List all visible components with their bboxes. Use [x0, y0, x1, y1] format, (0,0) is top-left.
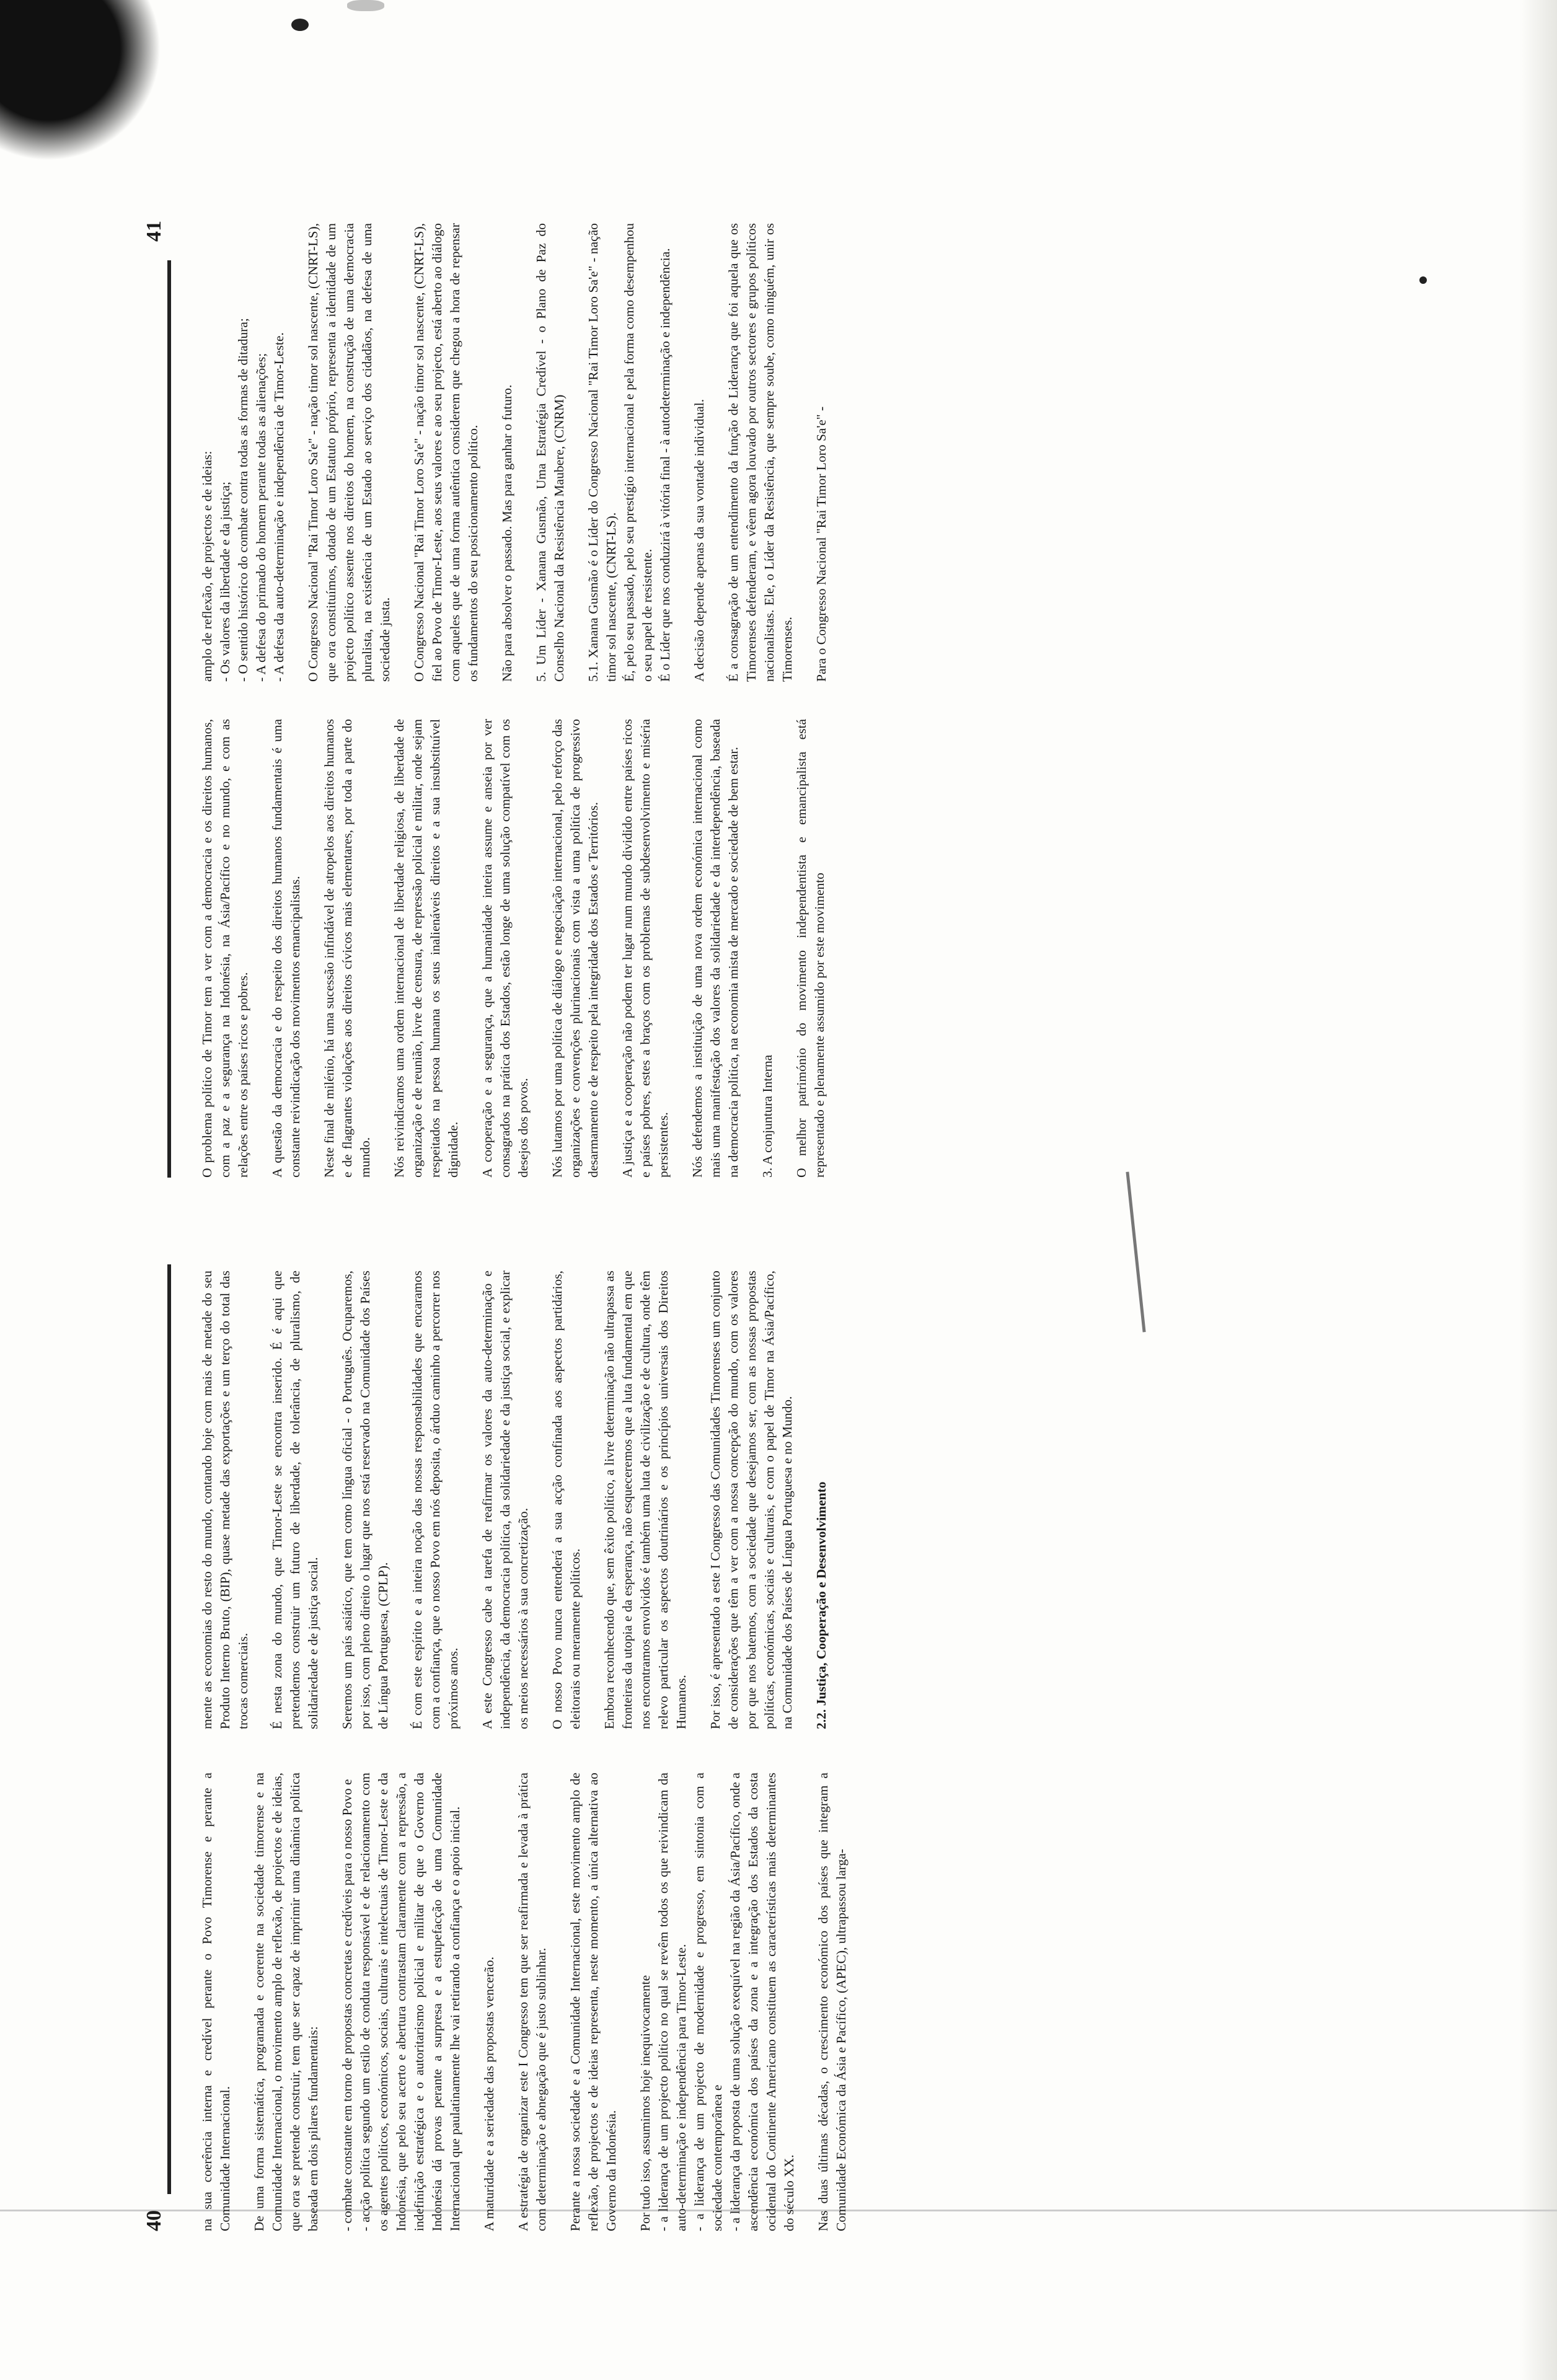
paragraph: O melhor património do movimento independentista e emancipalista está representado e plenamente assumido por este movimento — [794, 719, 827, 1178]
list-item: - combate constante em torno de propostas concretas e credíveis para o nosso Povo e — [340, 1779, 355, 2231]
page-40 — [143, 1264, 1395, 2231]
list-item: - A defesa da auto-determinação e independência de Timor-Leste. — [271, 332, 286, 682]
paragraph: Nós lutamos por uma política de diálogo e negociação internacional, pelo reforço das organizações e convenções plurinacionais com vista a uma política de progressivo desarmamento e de respeito pela integridade dos Estados e Territórios. — [550, 719, 601, 1178]
paragraph: Nas duas últimas décadas, o crescimento económico dos países que integram a Comunidade Económica da Ásia e Pacífico, (APEC), ultrapassou larga- — [816, 1773, 849, 2231]
section-heading: 2.2. Justiça, Cooperação e Desenvolvimento — [814, 1481, 829, 1729]
section-heading: 3. A conjuntura Interna — [760, 1054, 775, 1178]
paragraph: De uma forma sistemática, programada e coerente na sociedade timorense e na Comunidade Internacional, o movimento amplo de reflexão, de projectos e de ideias, que ora se pretende construir, tem que ser capaz de imprimir uma dinâmica política baseada em dois pilares fundamentais: — [252, 1773, 320, 2231]
page-header — [143, 1264, 186, 2231]
paragraph: Por isso, é apresentado a este I Congresso das Comunidades Timorenses um conjunto de considerações que têm a ver com a nossa concepção do mundo, com os valores por que nos batemos, com a sociedade que desejamos ser, com as nossas propostas políticas, económicas, sociais e culturais, e com o papel de Timor na Ásia/Pacífico, na Comunidade dos Países de Língua Portuguesa e no Mundo. — [708, 1271, 795, 1729]
paragraph: O Congresso Nacional "Rai Timor Loro Sa'e" - nação timor sol nascente, (CNRT-LS), fiel ao Povo de Timor-Leste, aos seus valores e ao seu projecto, está aberto ao diálogo com aqueles que de uma forma autêntica considerem que chegou a hora de repensar os fundamentos do seu posicionamento político. — [412, 223, 480, 682]
paragraph: É a consagração de um entendimento da função de Liderança que foi aquela que os Timorenses defenderam, e vêem agora louvado por outros sectores e grupos políticos nacionalistas. Ele, o Líder da Resistência, que sempre soube, como ninguém, unir os Timorenses. — [726, 223, 795, 682]
page-number: 40 — [143, 2210, 165, 2231]
paragraph: Nós defendemos a instituição de uma nova ordem económica internacional como mais uma manifestação dos valores da solidariedade e da interdependência, baseada na democracia política, na economia mista de mercado e sociedade de bem estar. — [690, 719, 741, 1178]
paragraph: É nesta zona do mundo, que Timor-Leste se encontra inserido. É é aqui que pretendemos construir um futuro de liberdade, de tolerância, de pluralismo, de solidariedade e de justiça social. — [270, 1271, 320, 1729]
paragraph: 5.1. Xanana Gusmão é o Líder do Congresso Nacional "Rai Timor Loro Sa'e" - nação timor sol nascente, (CNRT-LS). — [586, 223, 619, 682]
paragraph: Para o Congresso Nacional "Rai Timor Loro Sa'e" - — [814, 406, 829, 682]
paragraph: Nós reivindicamos uma ordem internacional de liberdade religiosa, de liberdade de organização e de reunião, livre de censura, de repressão policial e militar, onde sejam respeitados na pessoa humana os seus inalienáveis direitos e a sua insubstituível dignidade. — [392, 719, 461, 1178]
text-column-2 — [198, 1271, 847, 1729]
paragraph: É o Líder que nos conduzirá à vitória final - à autodeterminação e independência. — [658, 248, 673, 682]
text-column-1 — [198, 1773, 867, 2231]
paragraph: A decisão depende apenas da sua vontade individual. — [692, 399, 707, 682]
paragraph: Seremos um país asiático, que tem como língua oficial - o Português. Ocuparemos, por isso, com pleno direito o lugar que nos está reservado na Comunidade dos Países de Língua Portuguesa, (CPLP). — [340, 1271, 390, 1729]
paragraph: O nosso Povo nunca entenderá a sua acção confinada aos aspectos partidários, eleitorais ou meramente políticos. — [550, 1271, 583, 1729]
paragraph: mente as economias do resto do mundo, contando hoje com mais de metade do seu Produto Interno Bruto, (BIP), quase metade das exportações e um terço do total das trocas comerciais. — [200, 1271, 250, 1729]
scan-speck — [347, 0, 384, 11]
paragraph: Perante a nossa sociedade e a Comunidade Internacional, este movimento amplo de reflexão, de projectos e de ideias representa, neste momento, a única alternativa ao Governo da Indonésia. — [568, 1773, 619, 2231]
paragraph: Neste final de milénio, há uma sucessão infindável de atropelos aos direitos humanos e de flagrantes violações aos direitos cívicos mais elementares, por toda a parte do mundo. — [322, 719, 373, 1178]
header-rule — [167, 260, 171, 1178]
text-column-2 — [198, 223, 847, 682]
list-item: - a liderança de um projecto político no qual se revêm todos os que reivindicam da auto-determinação e independência para Timor-Leste. — [656, 1773, 689, 2231]
scan-speck — [1419, 276, 1427, 284]
paragraph: O Congresso Nacional "Rai Timor Loro Sa'e" - nação timor sol nascente, (CNRT-LS), que ora constituímos, dotado de um Estatuto próprio, representa a identidade de um projecto político assente nos direitos do homem, na construção de uma democracia pluralista, na existência de um Estado ao serviço dos cidadãos, na defesa de uma sociedade justa. — [306, 223, 392, 682]
page-number: 41 — [143, 221, 165, 242]
paragraph: amplo de reflexão, de projectos e de ideias: — [200, 451, 214, 682]
scan-page-edge — [1520, 0, 1557, 2380]
paragraph: A este Congresso cabe a tarefa de reafirmar os valores da auto-determinação e independência, da democracia política, da solidariedade e da justiça social, e explicar os meios necessários à sua concretização. — [480, 1271, 531, 1729]
paragraph: A questão da democracia e do respeito dos direitos humanos fundamentais é uma constante reivindicação dos movimentos emancipalistas. — [270, 719, 302, 1178]
paragraph: É com este espírito e a inteira noção das nossas responsabilidades que encaramos com a confiança, que o nosso Povo em nós deposita, o árduo caminho a percorrer nos próximos anos. — [410, 1271, 461, 1729]
paragraph: É, pelo seu passado, pelo seu prestígio internacional e pela forma como desempenhou o seu papel de resistente. — [622, 223, 655, 682]
page-header — [143, 211, 186, 1178]
rotated-spread — [143, 186, 1395, 2231]
scan-shadow-corner — [0, 0, 161, 161]
paragraph: A cooperação e a segurança, que a humanidade inteira assume e anseia por ver consagrados na prática dos Estados, estão longe de uma solução compatível com os desejos dos povos. — [480, 719, 531, 1178]
paragraph: Embora reconhecendo que, sem êxito político, a livre determinação não ultrapassa as fronteiras da utopia e da esperança, não esqueceremos que a luta fundamental em que nos encontramos envolvidos é também uma luta de civilização e de cultura, onde têm relevo particular os aspectos doutrinários e os princípios universais dos Direitos Humanos. — [602, 1271, 689, 1729]
page-41 — [143, 211, 1395, 1178]
list-item: - a liderança de um projecto de modernidade e progresso, em sintonia com a sociedade contemporânea e — [692, 1773, 725, 2231]
paragraph: na sua coerência interna e credível perante o Povo Timorense e perante a Comunidade Internacional. — [200, 1773, 232, 2231]
scan-speck — [291, 19, 309, 31]
list-item: - Os valores da liberdade e da justiça; — [218, 482, 232, 682]
paragraph: A justiça e a cooperação não podem ter lugar num mundo dividido entre países ricos e países pobres, estes a braços com os problemas de subdesenvolvimento e miséria persistentes. — [620, 719, 671, 1178]
paragraph: Por tudo isso, assumimos hoje inequivocamente — [638, 1975, 653, 2231]
list-item: - A defesa do primado do homem perante todas as alienações; — [254, 353, 268, 682]
text-column-1 — [198, 719, 845, 1178]
paragraph: O problema político de Timor tem a ver com a democracia e os direitos humanos, com a paz e a segurança na Indonésia, na Ásia/Pacífico e no mundo, e com as relações entre os países ricos e pobres. — [200, 719, 250, 1178]
header-rule — [167, 1264, 171, 2194]
paragraph: A maturidade e a seriedade das propostas vencerão. — [482, 1957, 496, 2231]
section-heading: 5. Um Líder - Xanana Gusmão, Uma Estratégia Credível - o Plano de Paz do Conselho Nacional da Resistência Maubere, (CNRM) — [534, 223, 567, 682]
list-item: - a liderança da proposta de uma solução exequível na região da Ásia/Pacífico, onde a ascendência económica dos países da zona e a integração dos Estados da costa ocidental do Continente Americano constituem as características mais determinantes do século XX. — [728, 1773, 796, 2231]
list-item: - O sentido histórico do combate contra todas as formas de ditadura; — [236, 318, 250, 682]
paragraph: Não para absolver o passado. Mas para ganhar o futuro. — [500, 384, 514, 682]
paragraph: A estratégia de organizar este I Congresso tem que ser reafirmada e levada à prática com determinação e abnegação que é justo sublinhar. — [516, 1773, 549, 2231]
list-item: - acção política segundo um estilo de conduta responsável e de relacionamento com os agentes políticos, económicos, sociais, culturais e intelectuais de Timor-Leste e da Indonésia, que pelo seu acerto e abertura contrastam claramente com a repressão, a indefinição estratégica e o autoritarismo policial e militar de que o Governo da Indonésia dá provas perante a surpresa e a estupefacção de uma Comunidade Internacional que paulatinamente lhe vai retirando a confiança e o apoio inicial. — [358, 1773, 462, 2231]
